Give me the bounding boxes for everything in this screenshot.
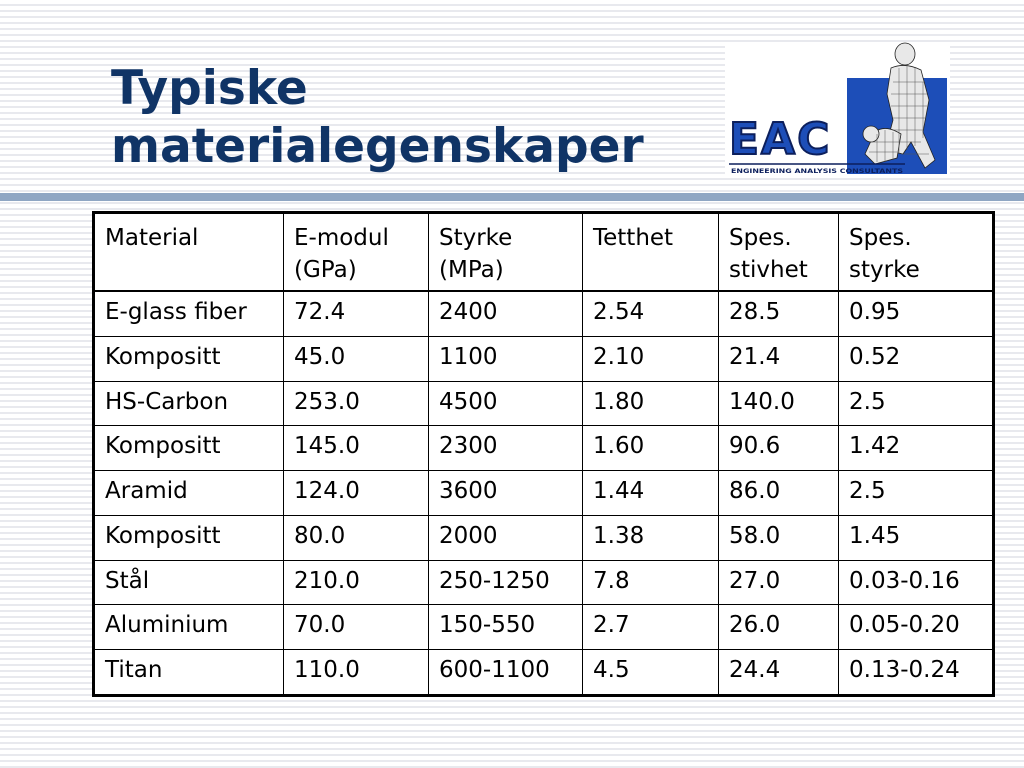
- table-cell: 3600: [429, 471, 583, 516]
- table-cell: 21.4: [719, 336, 839, 381]
- table-cell: 1.60: [583, 426, 719, 471]
- header-spes-styrke: Spes. styrke: [839, 213, 994, 292]
- table-cell: Kompositt: [94, 426, 284, 471]
- table-cell: E-glass fiber: [94, 291, 284, 336]
- header-styrke: Styrke (MPa): [429, 213, 583, 292]
- table-cell: Titan: [94, 650, 284, 696]
- table-cell: 2300: [429, 426, 583, 471]
- table-cell: 600-1100: [429, 650, 583, 696]
- table-row: [94, 381, 994, 426]
- table-cell: Aluminium: [94, 605, 284, 650]
- table-cell: 253.0: [284, 381, 429, 426]
- table-row: [94, 471, 994, 516]
- table-cell: 1.42: [839, 426, 994, 471]
- title-divider: [0, 193, 1024, 201]
- table-cell: 2400: [429, 291, 583, 336]
- table-row: [94, 515, 994, 560]
- table-cell: Kompositt: [94, 336, 284, 381]
- table-cell: 140.0: [719, 381, 839, 426]
- table-cell: 4500: [429, 381, 583, 426]
- table-cell: 72.4: [284, 291, 429, 336]
- eac-logo-graphic: [725, 42, 950, 178]
- table-cell: 1.38: [583, 515, 719, 560]
- table-cell: 2.5: [839, 471, 994, 516]
- table-row: [94, 650, 994, 696]
- logo-letters: EAC: [729, 114, 832, 165]
- table-cell: 2000: [429, 515, 583, 560]
- header-tetthet: Tetthet: [583, 213, 719, 292]
- table-cell: 86.0: [719, 471, 839, 516]
- header-material: Material: [94, 213, 284, 292]
- table-row: [94, 291, 994, 336]
- table-cell: 1100: [429, 336, 583, 381]
- table-cell: 145.0: [284, 426, 429, 471]
- table-cell: 7.8: [583, 560, 719, 605]
- title-line-1: Typiske: [111, 61, 308, 116]
- table-row: [94, 560, 994, 605]
- table-cell: 4.5: [583, 650, 719, 696]
- table-cell: 80.0: [284, 515, 429, 560]
- table-cell: 0.03-0.16: [839, 560, 994, 605]
- header-spes-stivhet: Spes. stivhet: [719, 213, 839, 292]
- table-cell: Kompositt: [94, 515, 284, 560]
- table-cell: 2.10: [583, 336, 719, 381]
- slide-title: [111, 60, 711, 176]
- table-cell: Stål: [94, 560, 284, 605]
- table-cell: HS-Carbon: [94, 381, 284, 426]
- table-cell: 2.5: [839, 381, 994, 426]
- table-cell: 1.80: [583, 381, 719, 426]
- logo-caption: ENGINEERING ANALYSIS CONSULTANTS: [731, 169, 903, 175]
- table-cell: 2.54: [583, 291, 719, 336]
- table-cell: 28.5: [719, 291, 839, 336]
- table-cell: 45.0: [284, 336, 429, 381]
- table-cell: 0.95: [839, 291, 994, 336]
- table-cell: 124.0: [284, 471, 429, 516]
- table-cell: 0.13-0.24: [839, 650, 994, 696]
- eac-logo: [725, 42, 950, 178]
- header-e-modul: E-modul (GPa): [284, 213, 429, 292]
- table-row: [94, 426, 994, 471]
- materials-table: [92, 211, 995, 697]
- table-cell: 110.0: [284, 650, 429, 696]
- table-cell: 70.0: [284, 605, 429, 650]
- table-row: [94, 336, 994, 381]
- table-cell: 58.0: [719, 515, 839, 560]
- title-line-2: materialegenskaper: [111, 119, 644, 174]
- table-cell: Aramid: [94, 471, 284, 516]
- table-cell: 250-1250: [429, 560, 583, 605]
- table-row: [94, 605, 994, 650]
- table-cell: 1.45: [839, 515, 994, 560]
- table-cell: 90.6: [719, 426, 839, 471]
- table-cell: 2.7: [583, 605, 719, 650]
- table-cell: 26.0: [719, 605, 839, 650]
- table-header-row: [94, 213, 994, 292]
- table-cell: 24.4: [719, 650, 839, 696]
- table-cell: 1.44: [583, 471, 719, 516]
- table-cell: 210.0: [284, 560, 429, 605]
- table-cell: 0.05-0.20: [839, 605, 994, 650]
- table-cell: 150-550: [429, 605, 583, 650]
- table-cell: 27.0: [719, 560, 839, 605]
- table-cell: 0.52: [839, 336, 994, 381]
